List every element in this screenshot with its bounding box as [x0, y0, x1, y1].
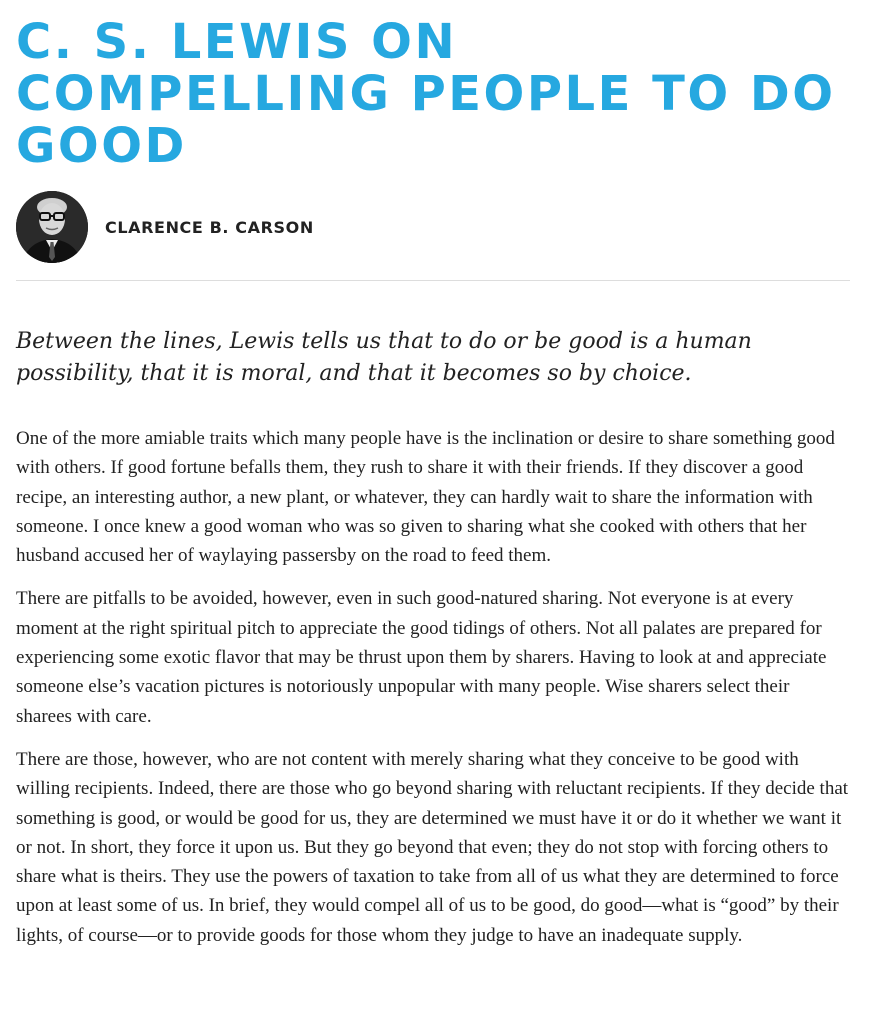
author-name[interactable]: CLARENCE B. CARSON: [105, 217, 314, 237]
article: [16, 0, 850, 946]
header-divider: [16, 280, 850, 281]
author-avatar[interactable]: [16, 191, 88, 263]
article-paragraph: One of the more amiable traits which many people have is the inclination or desire to share something good with others. If good fortune befalls them, they rush to share it with their friends. If they discover a good recipe, an interesting author, a new plant, or whatever, they can hardly wait to share the information with someone. I once knew a good woman who was so given to sharing what she cooked with others that her husband accused her of waylaying passersby on the road to feed them.: [16, 428, 835, 567]
article-paragraph: There are those, however, who are not content with merely sharing what they conceive to be good with willing recipients. Indeed, there are those who go beyond sharing with reluctant recipients. If they decide that something is good, or would be good for us, they are determined we must have it or do it whether we want it or not. In short, they force it upon us. But they go beyond that even; they do not stop with forcing others to share what is theirs. They use the powers of taxation to take from all of us what they are determined to force upon at least some of us. In brief, they would compel all of us to be good, do good—what is “good” by their lights, of course—or to provide goods for those whom they judge to have an inadequate supply.: [16, 748, 849, 946]
article-body: [16, 424, 850, 964]
author-photo-icon: [16, 191, 88, 263]
article-lede: Between the lines, Lewis tells us that to do or be good is a human possibility, that it is moral, and that it becomes so by choice.: [16, 329, 752, 386]
author-byline: [16, 190, 314, 264]
article-title: C. S. LEWIS ON COMPELLING PEOPLE TO DO GOOD: [16, 14, 836, 174]
article-paragraph: There are pitfalls to be avoided, however, even in such good-natured sharing. Not everyone is at every moment at the right spiritual pitch to appreciate the good tidings of others. Not all palates are prepared for experiencing some exotic flavor that may be thrust upon them by sharers. Having to look at and appreciate someone else’s vacation pictures is notoriously unpopular with many people. Wise sharers select their sharees with care.: [16, 588, 827, 727]
